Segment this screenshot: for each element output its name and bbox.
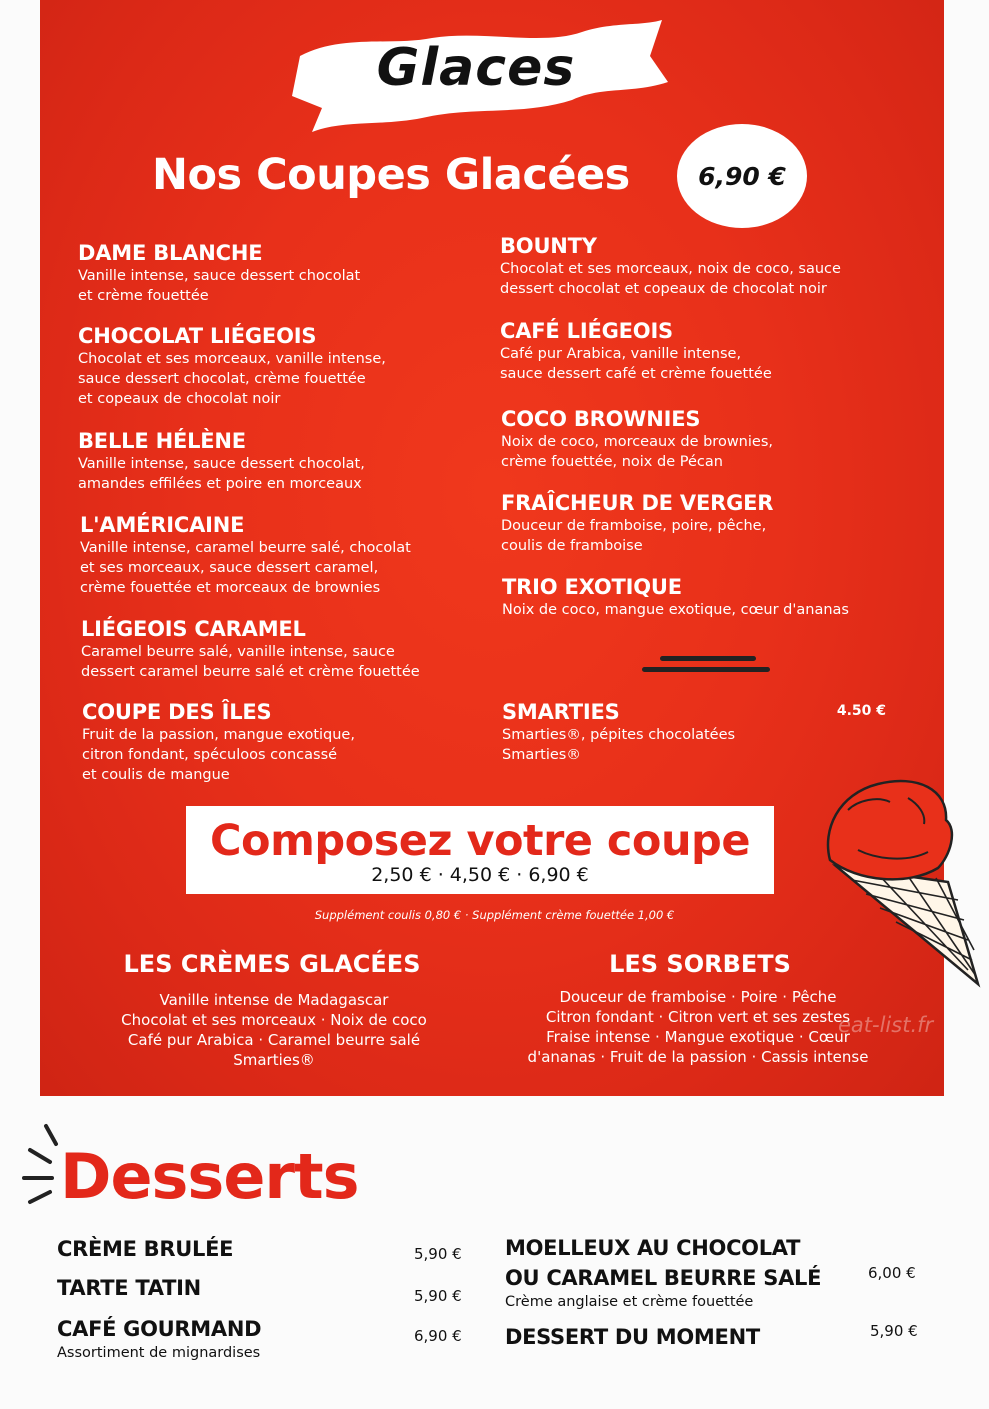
coupe-name: COUPE DES ÎLES <box>82 700 272 724</box>
coupe-item <box>80 512 411 598</box>
dessert-item <box>505 1322 760 1352</box>
coupe-item <box>78 323 386 409</box>
dessert-desc: Crème anglaise et crème fouettée <box>505 1294 754 1310</box>
list-item: Chocolat et ses morceaux · Noix de coco <box>121 1011 427 1029</box>
coupe-desc: citron fondant, spéculoos concassé <box>82 747 338 763</box>
cremes-list <box>94 990 454 1070</box>
coupe-item <box>501 406 773 472</box>
coupe-item <box>502 699 888 765</box>
coupe-desc: coulis de framboise <box>501 538 643 554</box>
coupe-desc: Vanille intense, sauce dessert chocolat, <box>78 456 365 472</box>
coupe-desc: sauce dessert café et crème fouettée <box>500 366 772 382</box>
coupe-desc: et coulis de mangue <box>82 767 230 783</box>
coupe-desc: sauce dessert chocolat, crème fouettée <box>78 371 366 387</box>
dessert-price: 5,90 € <box>414 1287 462 1305</box>
coupe-desc: et ses morceaux, sauce dessert caramel, <box>80 560 379 576</box>
coupe-desc: Douceur de framboise, poire, pêche, <box>501 518 767 534</box>
price-badge: 6,90 € <box>677 124 807 228</box>
dessert-desc: Assortiment de mignardises <box>57 1345 261 1361</box>
coupe-desc: crème fouettée, noix de Pécan <box>501 454 723 470</box>
coupe-name: TRIO EXOTIQUE <box>502 575 682 599</box>
dessert-name: TARTE TATIN <box>57 1276 201 1300</box>
coupe-desc: Café pur Arabica, vanille intense, <box>500 346 742 362</box>
list-item: Douceur de framboise · Poire · Pêche <box>559 988 837 1006</box>
desserts-title: Desserts <box>60 1140 359 1213</box>
divider-line <box>642 667 770 672</box>
coupe-item <box>81 616 420 682</box>
dessert-name: DESSERT DU MOMENT <box>505 1325 760 1349</box>
compose-title: Composez votre coupe <box>209 816 751 866</box>
dessert-name: CAFÉ GOURMAND <box>57 1317 262 1341</box>
dessert-name: MOELLEUX AU CHOCOLAT <box>505 1236 801 1260</box>
list-item: Citron fondant · Citron vert et ses zestes <box>545 1008 851 1026</box>
dessert-price: 6,00 € <box>868 1264 916 1282</box>
coupe-desc: Noix de coco, mangue exotique, cœur d'ananas <box>502 602 849 618</box>
dessert-price: 5,90 € <box>870 1322 918 1340</box>
list-item: Café pur Arabica · Caramel beurre salé <box>127 1031 421 1049</box>
coupe-name: COCO BROWNIES <box>501 407 701 431</box>
coupe-desc: Smarties® <box>502 747 581 763</box>
list-item: d'ananas · Fruit de la passion · Cassis intense <box>527 1048 869 1066</box>
coupe-desc: Vanille intense, sauce dessert chocolat <box>78 268 361 284</box>
section-title: Nos Coupes Glacées <box>152 150 630 200</box>
dessert-name: OU CARAMEL BEURRE SALÉ <box>505 1266 822 1290</box>
list-item: Smarties® <box>233 1051 315 1069</box>
dessert-item <box>57 1273 201 1303</box>
dessert-price: 5,90 € <box>414 1245 462 1263</box>
coupe-item <box>500 233 841 299</box>
coupe-desc: Smarties®, pépites chocolatées <box>502 727 736 743</box>
coupe-name: CAFÉ LIÉGEOIS <box>500 319 673 343</box>
coupe-desc: dessert caramel beurre salé et crème fouettée <box>81 664 420 680</box>
coupe-desc: Noix de coco, morceaux de brownies, <box>501 434 773 450</box>
coupe-name: LIÉGEOIS CARAMEL <box>81 617 306 641</box>
ice-cream-cone-icon <box>818 770 988 1005</box>
coupe-name: FRAÎCHEUR DE VERGER <box>501 491 774 515</box>
coupe-price: 4.50 € <box>836 703 886 719</box>
coupe-desc: amandes effilées et poire en morceaux <box>78 476 362 492</box>
coupe-item <box>82 699 355 785</box>
dessert-item <box>57 1314 261 1362</box>
coupe-desc: dessert chocolat et copeaux de chocolat noir <box>500 281 827 297</box>
dessert-price: 6,90 € <box>414 1327 462 1345</box>
compose-prices: 2,50 € · 4,50 € · 6,90 € <box>371 864 589 886</box>
coupe-desc: Chocolat et ses morceaux, noix de coco, sauce <box>500 261 841 277</box>
watermark: eat-list.fr <box>838 1013 934 1037</box>
coupe-item <box>78 428 365 494</box>
cremes-title: LES CRÈMES GLACÉES <box>123 950 421 978</box>
coupe-item <box>501 490 773 556</box>
coupe-desc: Caramel beurre salé, vanille intense, sauce <box>81 644 395 660</box>
coupe-item <box>502 574 849 620</box>
coupe-name: DAME BLANCHE <box>78 241 263 265</box>
dessert-name: CRÈME BRULÉE <box>57 1237 234 1261</box>
banner-title: Glaces <box>376 38 576 98</box>
divider-line <box>660 656 756 661</box>
coupe-desc: Vanille intense, caramel beurre salé, chocolat <box>80 540 411 556</box>
supplement-note: Supplément coulis 0,80 € · Supplément crème fouettée 1,00 € <box>314 908 675 922</box>
coupe-desc: Fruit de la passion, mangue exotique, <box>82 727 355 743</box>
sorbets-list <box>506 987 890 1067</box>
dessert-item <box>505 1233 821 1311</box>
list-item: Vanille intense de Madagascar <box>159 991 389 1009</box>
sparkle-lines-icon <box>16 1122 60 1206</box>
coupe-name: CHOCOLAT LIÉGEOIS <box>78 324 317 348</box>
list-item: Fraise intense · Mangue exotique · Cœur <box>546 1028 850 1046</box>
coupe-desc: et copeaux de chocolat noir <box>78 391 281 407</box>
coupe-item <box>78 240 360 306</box>
dessert-item <box>57 1234 233 1264</box>
coupe-name: BELLE HÉLÈNE <box>78 429 246 453</box>
coupe-name: SMARTIES <box>502 700 620 724</box>
sorbets-title: LES SORBETS <box>609 950 791 978</box>
coupe-item <box>500 318 772 384</box>
coupe-name: L'AMÉRICAINE <box>80 513 245 537</box>
compose-box <box>186 806 774 894</box>
coupe-desc: Chocolat et ses morceaux, vanille intense, <box>78 351 386 367</box>
coupe-desc: et crème fouettée <box>78 288 209 304</box>
coupe-desc: crème fouettée et morceaux de brownies <box>80 580 381 596</box>
coupe-name: BOUNTY <box>500 234 597 258</box>
